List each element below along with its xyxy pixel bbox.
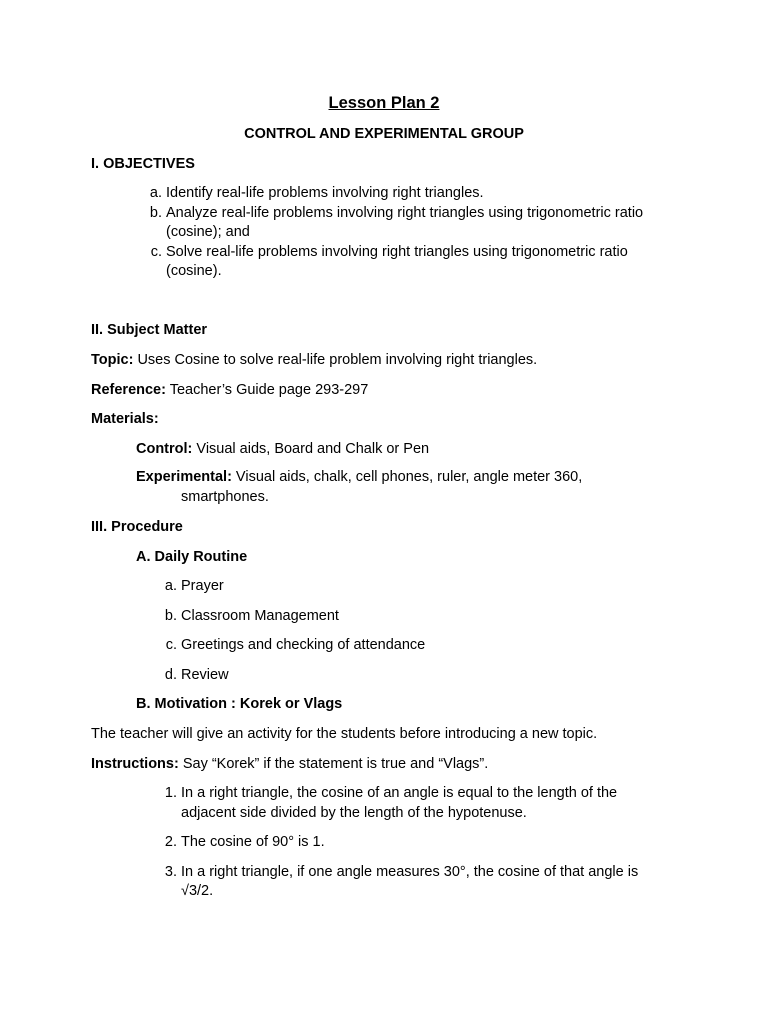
list-item-text: Prayer <box>181 578 224 594</box>
topic-value: Uses Cosine to solve real-life problem involving right triangles. <box>133 352 538 368</box>
list-marker: 3. <box>164 863 177 880</box>
list-item <box>164 784 661 823</box>
list-item-text: Classroom Management <box>181 607 339 624</box>
topic-line <box>91 351 711 371</box>
page-title: Lesson Plan 2 <box>328 94 440 112</box>
list-item-text: Analyze real-life problems involving right triangles using trigonometric ratio (cosine); and <box>166 204 644 240</box>
topic-label: Topic: <box>91 352 134 368</box>
procedure-heading: III. Procedure <box>91 519 183 535</box>
objectives-heading: I. OBJECTIVES <box>91 156 195 172</box>
list-item <box>150 243 676 282</box>
control-label: Control: <box>136 441 193 457</box>
list-item-text: In a right triangle, if one angle measures 30°, the cosine of that angle is √3/2. <box>181 863 639 899</box>
control-value: Visual aids, Board and Chalk or Pen <box>192 441 430 457</box>
page-subtitle: CONTROL AND EXPERIMENTAL GROUP <box>244 126 524 142</box>
reference-label: Reference: <box>91 382 166 398</box>
list-item <box>149 184 676 204</box>
motivation-heading: B. Motivation : Korek or Vlags <box>136 696 343 712</box>
list-marker: c. <box>150 243 162 260</box>
list-item <box>164 577 661 597</box>
list-item-text: The cosine of 90° is 1. <box>181 834 325 850</box>
statements-list <box>164 784 661 912</box>
instructions-label: Instructions: <box>91 756 179 772</box>
list-marker: c. <box>165 637 177 653</box>
list-item <box>164 863 661 902</box>
materials-label: Materials: <box>91 411 159 427</box>
list-marker: 1. <box>164 785 177 801</box>
experimental-line <box>136 468 661 507</box>
list-marker: a. <box>149 185 162 201</box>
list-marker: a. <box>164 578 177 594</box>
instructions-value: Say “Korek” if the statement is true and “Vlags”. <box>178 756 489 772</box>
objectives-list <box>149 184 676 282</box>
list-item <box>165 636 661 656</box>
list-marker: b. <box>149 204 162 221</box>
list-item <box>149 204 676 243</box>
list-item <box>164 607 661 627</box>
subject-matter-heading: II. Subject Matter <box>91 322 208 338</box>
list-item-text: Review <box>181 666 229 683</box>
list-item-text: Solve real-life problems involving right triangles using trigonometric ratio (cosine). <box>166 243 628 279</box>
instructions-line <box>91 755 711 775</box>
experimental-label: Experimental: <box>136 469 232 485</box>
list-item-text: Identify real-life problems involving right triangles. <box>166 185 484 201</box>
experimental-value: Visual aids, chalk, cell phones, ruler, angle meter 360, smartphones. <box>181 469 583 505</box>
daily-routine-list <box>164 577 661 695</box>
list-item-text: Greetings and checking of attendance <box>181 637 426 653</box>
daily-routine-heading: A. Daily Routine <box>136 549 248 565</box>
reference-line <box>91 381 711 401</box>
list-marker: d. <box>164 666 177 683</box>
intro-text: The teacher will give an activity for the students before introducing a new topic. <box>91 726 598 742</box>
list-item <box>164 833 661 853</box>
control-line <box>136 440 696 460</box>
list-item-text: In a right triangle, the cosine of an angle is equal to the length of the adjacent side divided by the length of the hypotenuse. <box>181 785 618 821</box>
reference-value: Teacher’s Guide page 293-297 <box>165 382 369 398</box>
list-marker: 2. <box>164 834 177 850</box>
list-item <box>164 666 661 686</box>
list-marker: b. <box>164 607 177 624</box>
